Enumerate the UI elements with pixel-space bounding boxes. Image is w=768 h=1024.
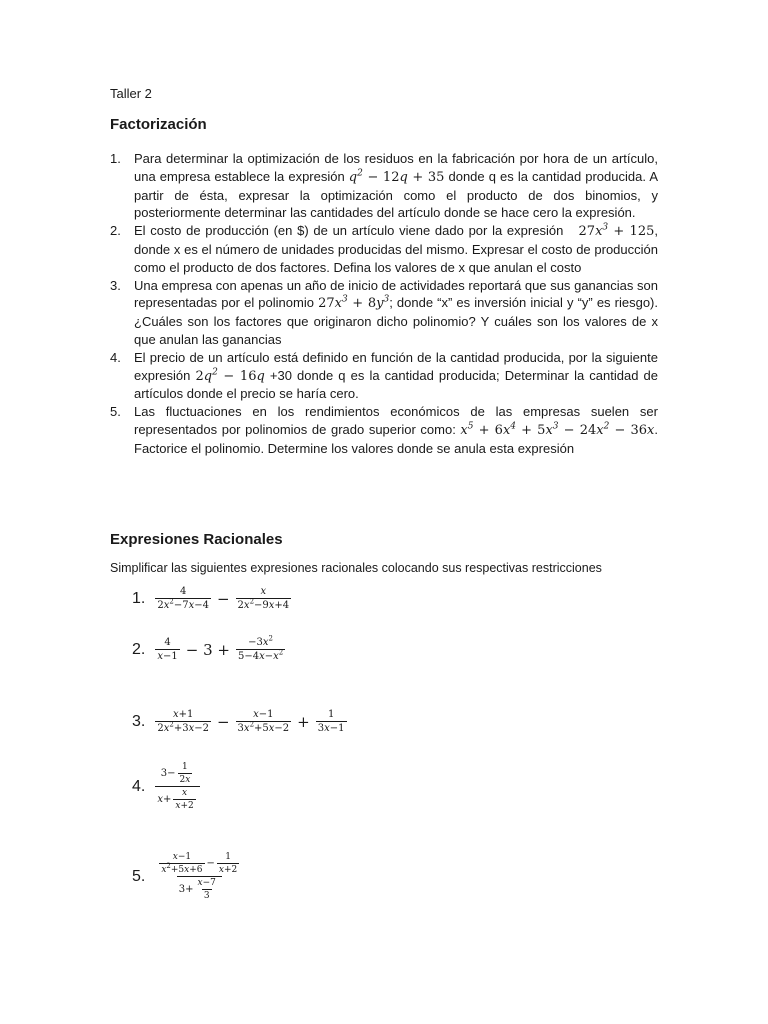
rational-expression-1: 1. $\frac{4}{2x^2-7x-4}$ − $\frac{x}{2x^2-9x+4}$ bbox=[132, 586, 290, 611]
list-item: 2. El costo de producción (en $) de un artículo viene dado por la expresión $27x^3 + 125$, donde x es el número de unidades producidas del mismo. Expresar el costo de producción como el producto de dos factores. Defina los valores de x que anulan el costo bbox=[110, 222, 658, 275]
rational-expression-3: 3. $\frac{x+1}{2x^2+3x-2}$ − $\frac{x-1}{3x^2+5x-2}$ + $\frac{1}{3x-1}$ bbox=[132, 709, 345, 734]
section-title-rational: Expresiones Racionales bbox=[110, 531, 283, 548]
list-item: 3. Una empresa con apenas un año de inicio de actividades reportará que sus ganancias son representadas por el polinomio $27x^3 + 8y^3$; donde “x” es inversión inicial y “y” es riesgo). ¿Cuáles son los factores que originaron dicho polinomio? Y cuáles son los valores de x que anulan las ganancias bbox=[110, 277, 658, 347]
math-expression: 2 bbox=[195, 368, 204, 384]
list-item: 4. El precio de un artículo está definido en función de la cantidad producida, por la siguiente expresión $2q^2 - 16q +30$ donde q es la cantidad producida; Determinar la cantidad de artículos donde el precio se haría cero. bbox=[110, 349, 658, 402]
list-item: 1. Para determinar la optimización de los residuos en la fabricación por hora de un artículo, una empresa establece la expresión $q^2 - 12q + 35$ donde q es la cantidad producida. A partir de ésta, expresar la optimización como el producto de dos binomios, y posteriormente determinar las cantidades del artículo donde se hace cero la expresión. bbox=[110, 151, 658, 221]
worksheet-label: Taller 2 bbox=[110, 86, 152, 101]
list-item: 5. Las fluctuaciones en los rendimientos económicos de las empresas suelen ser representados por polinomios de grado superior como: $x^5 + 6x^4 + 5x^3 - 24x^2 - 36x$. Factorice el polinomio. Determine los valores donde se anula esta expresión bbox=[110, 404, 659, 456]
factorization-list bbox=[110, 150, 658, 458]
rational-expression-4: 4. 3− $\frac{1}{2x}$ x+ $\frac{x}{x+2}$ bbox=[132, 762, 202, 811]
rational-expression-2: 2. $\frac{4}{x-1}$ − 3 + $\frac{-3x^2}{5-4x-x^2}$ bbox=[132, 634, 284, 662]
section-title-factorization: Factorización bbox=[110, 116, 207, 133]
math-expression: $q^2$ bbox=[348, 168, 363, 185]
section-intro: Simplificar las siguientes expresiones racionales colocando sus respectivas restricciones bbox=[110, 561, 602, 575]
math-expression: 27 bbox=[318, 296, 335, 312]
rational-expression-5: 5. $\frac{x-1}{x^2+5x+6}$ − $\frac{1}{x+2}$ 3+ $\frac{x-7}{3}$ bbox=[132, 852, 238, 901]
math-expression: 27 bbox=[568, 224, 596, 240]
math-expression: $x^5$ bbox=[460, 421, 474, 438]
